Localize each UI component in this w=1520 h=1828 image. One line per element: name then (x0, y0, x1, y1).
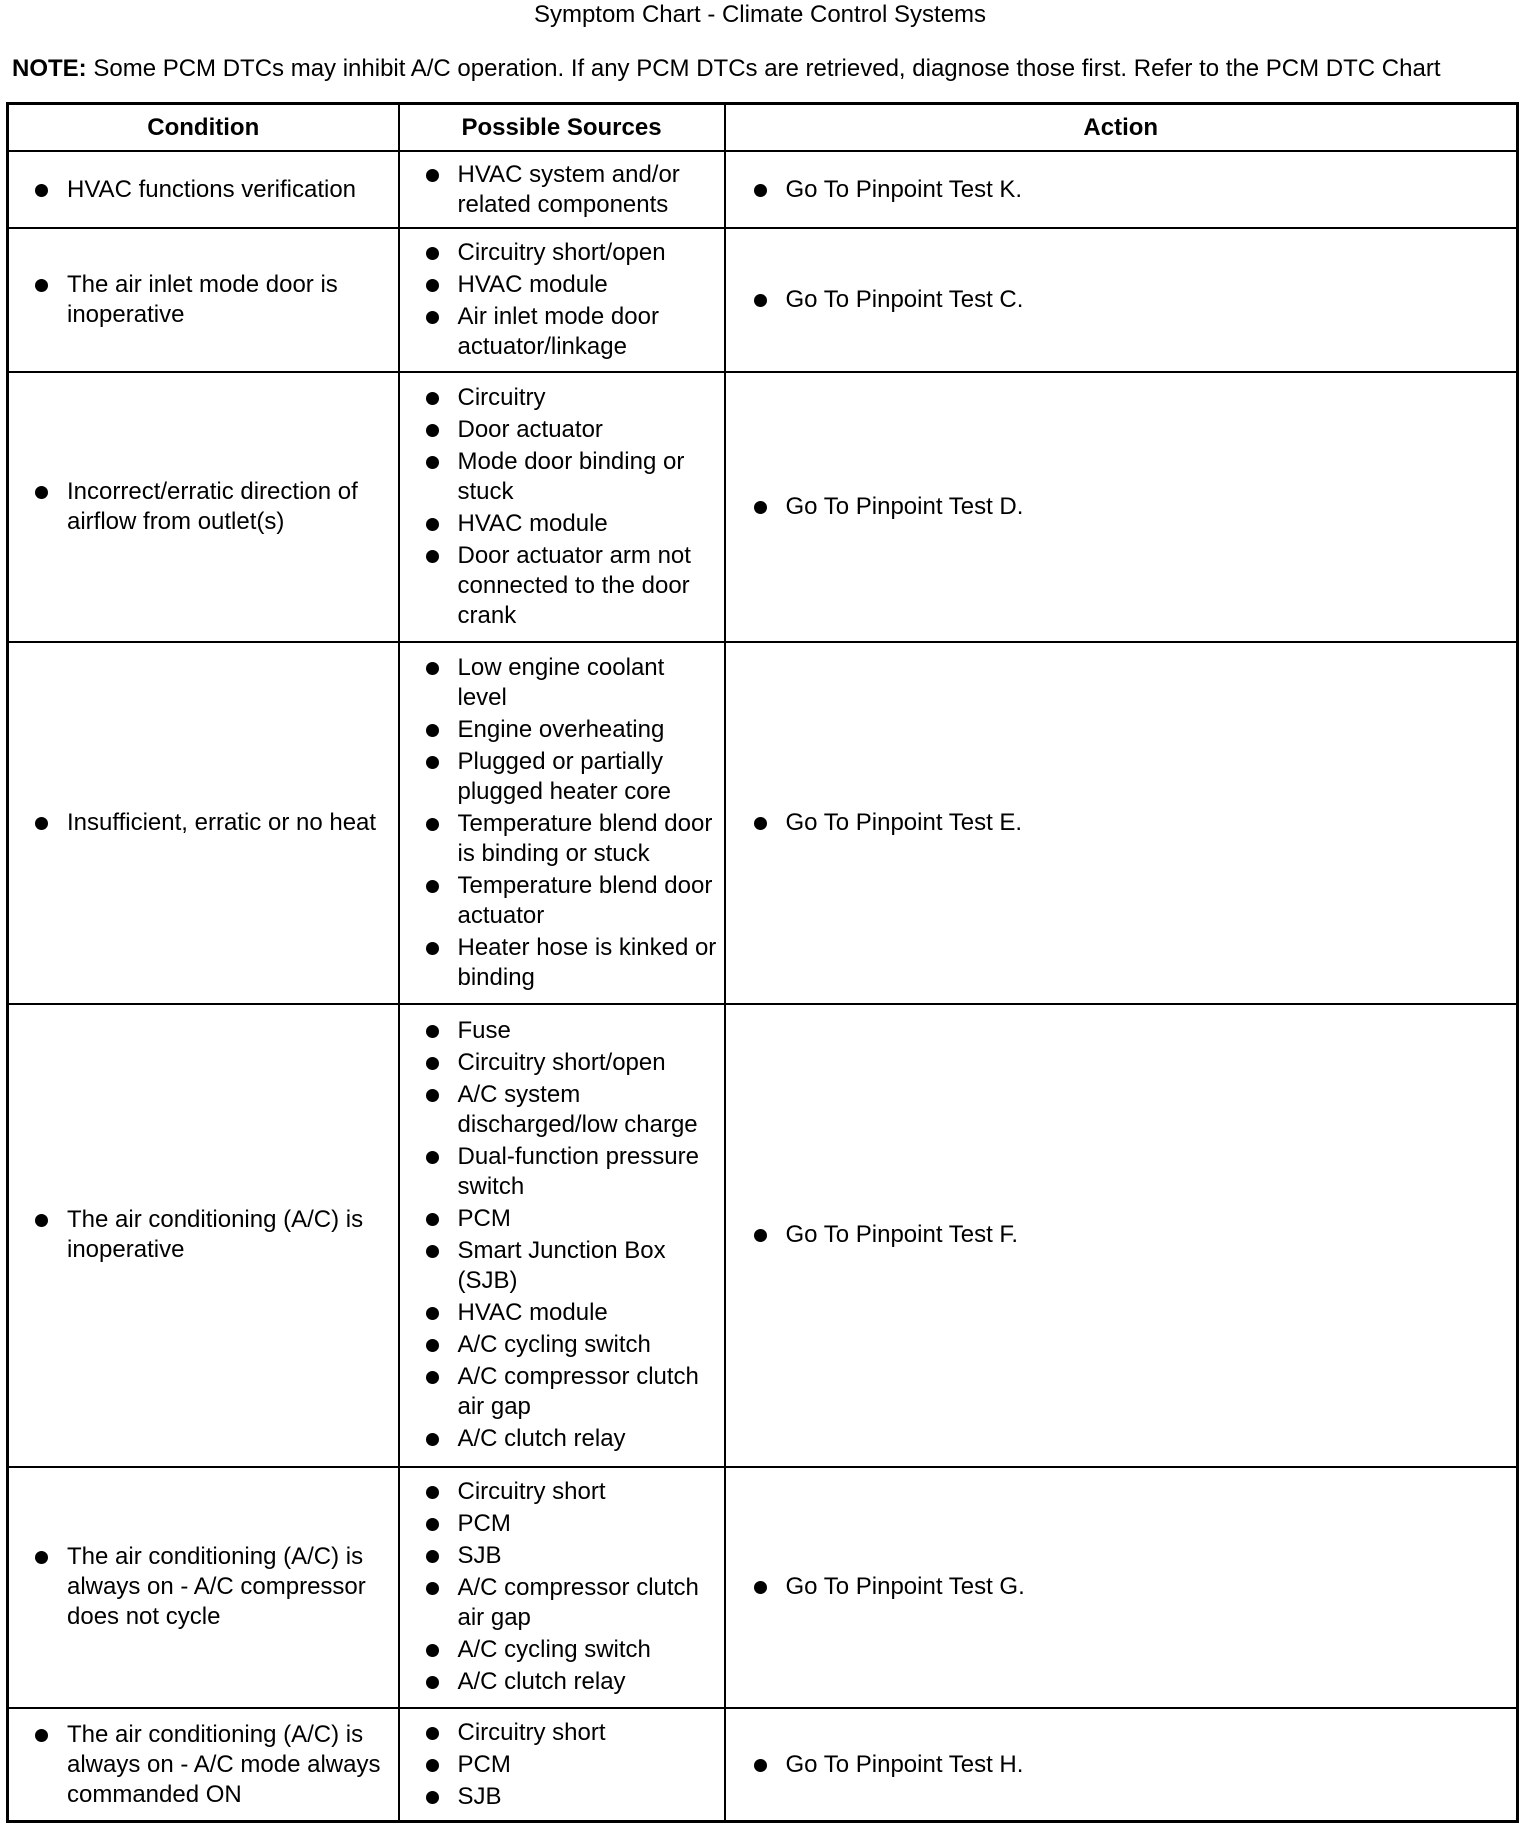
possible-source-item: Air inlet mode door actuator/linkage (400, 302, 724, 362)
action-list (726, 175, 1517, 205)
possible-source-item: A/C cycling switch (400, 1635, 724, 1665)
action-list (726, 808, 1517, 838)
condition-list (9, 175, 398, 205)
table-row (8, 228, 1518, 371)
note (12, 52, 1512, 86)
action-cell (725, 642, 1518, 1004)
condition-text: The air conditioning (A/C) is always on - A/C compressor does not cycle (9, 1542, 398, 1632)
header-condition: Condition (8, 104, 399, 152)
condition-cell (8, 372, 399, 643)
possible-source-item: HVAC module (400, 509, 724, 539)
note-text: Some PCM DTCs may inhibit A/C operation. If any PCM DTCs are retrieved, diagnose those first. Refer to the PCM DTC Chart (86, 55, 1441, 82)
possible-source-item: Fuse (400, 1016, 724, 1046)
condition-cell (8, 642, 399, 1004)
possible-sources-list (400, 1477, 724, 1697)
possible-source-item: Temperature blend door actuator (400, 871, 724, 931)
possible-sources-list (400, 653, 724, 993)
possible-source-item: Door actuator arm not connected to the door crank (400, 541, 724, 631)
condition-cell (8, 1467, 399, 1709)
possible-sources-cell (399, 1004, 725, 1466)
action-list (726, 285, 1517, 315)
possible-source-item: A/C system discharged/low charge (400, 1080, 724, 1140)
possible-source-item: PCM (400, 1509, 724, 1539)
possible-source-item: Circuitry short/open (400, 238, 724, 268)
action-cell (725, 372, 1518, 643)
condition-text: The air conditioning (A/C) is inoperative (9, 1205, 398, 1265)
possible-source-item: A/C compressor clutch air gap (400, 1362, 724, 1422)
action-text: Go To Pinpoint Test E. (726, 808, 1517, 838)
action-cell (725, 1004, 1518, 1466)
action-cell (725, 151, 1518, 228)
condition-list (9, 477, 398, 537)
action-list (726, 492, 1517, 522)
possible-source-item: A/C clutch relay (400, 1667, 724, 1697)
possible-source-item: SJB (400, 1782, 724, 1812)
page-title: Symptom Chart - Climate Control Systems (533, 1, 987, 28)
header-row (8, 104, 1518, 152)
table-row (8, 372, 1518, 643)
possible-source-item: A/C compressor clutch air gap (400, 1573, 724, 1633)
condition-list (9, 808, 398, 838)
table-row (8, 1004, 1518, 1466)
note-label: NOTE: (12, 55, 87, 82)
possible-sources-list (400, 238, 724, 362)
possible-source-item: HVAC module (400, 1298, 724, 1328)
possible-source-item: A/C cycling switch (400, 1330, 724, 1360)
header-action: Action (725, 104, 1518, 152)
condition-text: HVAC functions verification (9, 175, 398, 205)
action-text: Go To Pinpoint Test K. (726, 175, 1517, 205)
possible-sources-cell (399, 372, 725, 643)
possible-sources-cell (399, 642, 725, 1004)
table-row (8, 642, 1518, 1004)
possible-sources-list (400, 160, 724, 220)
condition-cell (8, 151, 399, 228)
possible-source-item: PCM (400, 1750, 724, 1780)
possible-sources-list (400, 1016, 724, 1454)
condition-cell (8, 1004, 399, 1466)
possible-sources-cell (399, 1467, 725, 1709)
action-text: Go To Pinpoint Test C. (726, 285, 1517, 315)
action-cell (725, 1467, 1518, 1709)
condition-text: Insufficient, erratic or no heat (9, 808, 398, 838)
possible-source-item: Low engine coolant level (400, 653, 724, 713)
symptom-chart-table (6, 102, 1519, 1823)
possible-source-item: Door actuator (400, 415, 724, 445)
condition-text: The air conditioning (A/C) is always on - A/C mode always commanded ON (9, 1720, 398, 1810)
condition-list (9, 1720, 398, 1810)
condition-list (9, 1205, 398, 1265)
possible-sources-cell (399, 228, 725, 371)
possible-source-item: Mode door binding or stuck (400, 447, 724, 507)
action-cell (725, 1708, 1518, 1821)
possible-source-item: Smart Junction Box (SJB) (400, 1236, 724, 1296)
possible-source-item: Circuitry short (400, 1477, 724, 1507)
action-text: Go To Pinpoint Test G. (726, 1572, 1517, 1602)
possible-sources-list (400, 1718, 724, 1812)
possible-sources-cell (399, 1708, 725, 1821)
table-row (8, 1467, 1518, 1709)
condition-list (9, 1542, 398, 1632)
possible-source-item: Heater hose is kinked or binding (400, 933, 724, 993)
possible-source-item: Dual-function pressure switch (400, 1142, 724, 1202)
possible-source-item: Circuitry short (400, 1718, 724, 1748)
action-list (726, 1572, 1517, 1602)
possible-source-item: SJB (400, 1541, 724, 1571)
action-text: Go To Pinpoint Test H. (726, 1750, 1517, 1780)
table-row (8, 1708, 1518, 1821)
possible-source-item: Circuitry (400, 383, 724, 413)
condition-list (9, 270, 398, 330)
possible-sources-list (400, 383, 724, 631)
possible-source-item: Circuitry short/open (400, 1048, 724, 1078)
possible-source-item: Temperature blend door is binding or stuck (400, 809, 724, 869)
table-row (8, 151, 1518, 228)
condition-text: The air inlet mode door is inoperative (9, 270, 398, 330)
possible-sources-cell (399, 151, 725, 228)
condition-cell (8, 228, 399, 371)
condition-text: Incorrect/erratic direction of airflow from outlet(s) (9, 477, 398, 537)
possible-source-item: PCM (400, 1204, 724, 1234)
action-text: Go To Pinpoint Test D. (726, 492, 1517, 522)
condition-cell (8, 1708, 399, 1821)
action-list (726, 1750, 1517, 1780)
possible-source-item: Engine overheating (400, 715, 724, 745)
possible-source-item: HVAC module (400, 270, 724, 300)
possible-source-item: Plugged or partially plugged heater core (400, 747, 724, 807)
possible-source-item: HVAC system and/or related components (400, 160, 724, 220)
header-possible-sources: Possible Sources (399, 104, 725, 152)
action-list (726, 1220, 1517, 1250)
action-cell (725, 228, 1518, 371)
possible-source-item: A/C clutch relay (400, 1424, 724, 1454)
action-text: Go To Pinpoint Test F. (726, 1220, 1517, 1250)
